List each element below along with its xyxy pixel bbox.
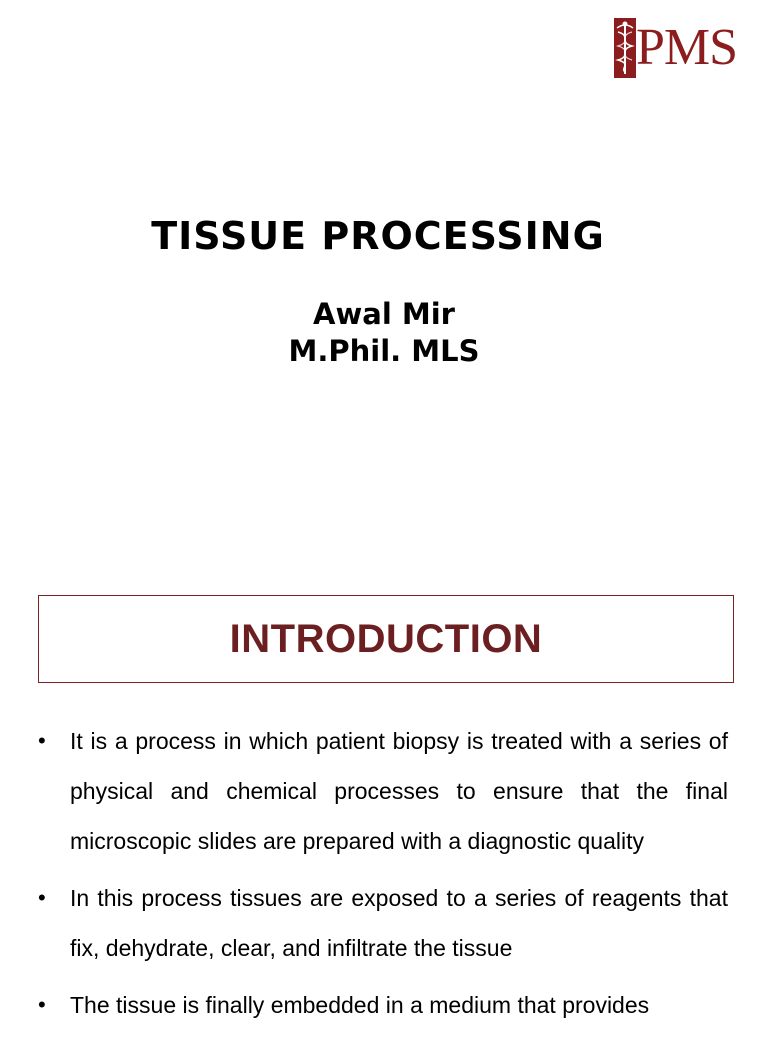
slide-title: TISSUE PROCESSING xyxy=(151,214,605,258)
intro-heading: INTRODUCTION xyxy=(229,616,543,661)
bullet-text: The tissue is finally embedded in a medium that provides xyxy=(70,992,650,1018)
list-item xyxy=(38,980,728,1030)
list-item xyxy=(38,716,728,866)
author-degree: M.Phil. MLS xyxy=(288,334,480,368)
logo-text: PMS xyxy=(636,19,738,76)
pms-logo xyxy=(614,16,738,80)
intro-heading-box xyxy=(38,595,734,683)
author-name: Awal Mir xyxy=(313,297,455,331)
list-item xyxy=(38,873,728,973)
author-block xyxy=(0,296,768,370)
bullet-text: It is a process in which patient biopsy is treated with a series of physical and chemical processes to ensure that the final microscopic slides are prepared with a diagnostic quality xyxy=(70,728,728,854)
bullet-list xyxy=(38,716,728,1037)
bullet-icon: • xyxy=(38,992,46,1017)
bullet-text: In this process tissues are exposed to a series of reagents that fix, dehydrate, clear, and infiltrate the tissue xyxy=(70,885,728,961)
bullet-icon: • xyxy=(38,885,46,910)
bullet-icon: • xyxy=(38,728,46,753)
